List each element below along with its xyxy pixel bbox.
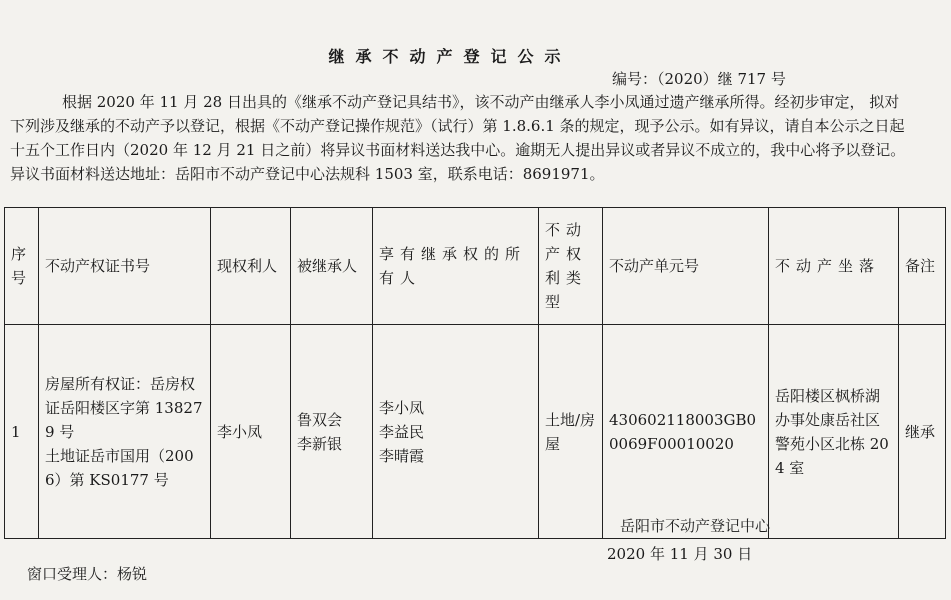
issue-date: 2020 年 11 月 30 日 <box>607 545 753 563</box>
cell-heirs <box>373 325 539 539</box>
header-seq: 序号 <box>5 208 39 325</box>
header-heirs: 享有继承权的所有人 <box>373 208 539 325</box>
notice-title: 继承不动产登记公示 <box>328 47 572 66</box>
header-cert-no: 不动产权证书号 <box>39 208 211 325</box>
window-receiver: 窗口受理人：杨锐 <box>27 565 148 583</box>
cert-land: 土地证岳市国用（2006）第 KS0177 号 <box>45 446 194 489</box>
header-right-type: 不动产权利类型 <box>539 208 603 325</box>
header-location: 不动产坐落 <box>769 208 899 325</box>
objection-address: 异议书面材料送达地址：岳阳市不动产登记中心法规科 1503 室，联系电话：8691971。 <box>10 165 605 183</box>
heir-name: 李益民 <box>379 422 425 441</box>
cell-right-type: 土地/房屋 <box>539 325 603 539</box>
cell-remark: 继承 <box>899 325 946 539</box>
table-header-row <box>5 208 946 325</box>
header-unit-no: 不动产单元号 <box>603 208 769 325</box>
cell-unit-no: 430602118003GB00069F00010020 <box>603 325 769 539</box>
heir-name: 李小凤 <box>379 398 425 417</box>
cell-cert-no <box>39 325 211 539</box>
notice-body <box>10 90 910 186</box>
cert-house: 房屋所有权证：岳房权证岳阳楼区字第 138279 号 <box>45 374 203 441</box>
decedent-name: 鲁双会 <box>297 410 343 429</box>
cell-decedent <box>291 325 373 539</box>
cell-current-owner: 李小凤 <box>211 325 291 539</box>
cell-location: 岳阳楼区枫桥湖办事处康岳社区警苑小区北栋 204 室 <box>769 325 899 539</box>
table-row <box>5 325 946 539</box>
doc-number: 编号：（2020）继 717 号 <box>612 70 786 88</box>
heir-name: 李晴霞 <box>379 446 425 465</box>
header-decedent: 被继承人 <box>291 208 373 325</box>
notice-paragraph: 根据 2020 年 11 月 28 日出具的《继承不动产登记具结书》，该不动产由继承人李小凤通过遗产继承所得。经初步审定， 拟对下列涉及继承的不动产予以登记，根据《不动产登记操作规范》（试行）第 1.8.6.1 条的规定，现予公示。如有异议，请自本公示之日起十五个工作日内（2020 年 12 月 21 日之前）将异议书面材料送达我中心。逾期无人提出异议或者异议不成立的，我中心将予以登记。 <box>10 93 906 159</box>
registration-table <box>4 207 946 539</box>
issuing-org: 岳阳市不动产登记中心 <box>620 517 771 535</box>
header-remark: 备注 <box>899 208 946 325</box>
header-current-owner: 现权利人 <box>211 208 291 325</box>
cell-seq: 1 <box>5 325 39 539</box>
decedent-name: 李新银 <box>297 434 343 453</box>
